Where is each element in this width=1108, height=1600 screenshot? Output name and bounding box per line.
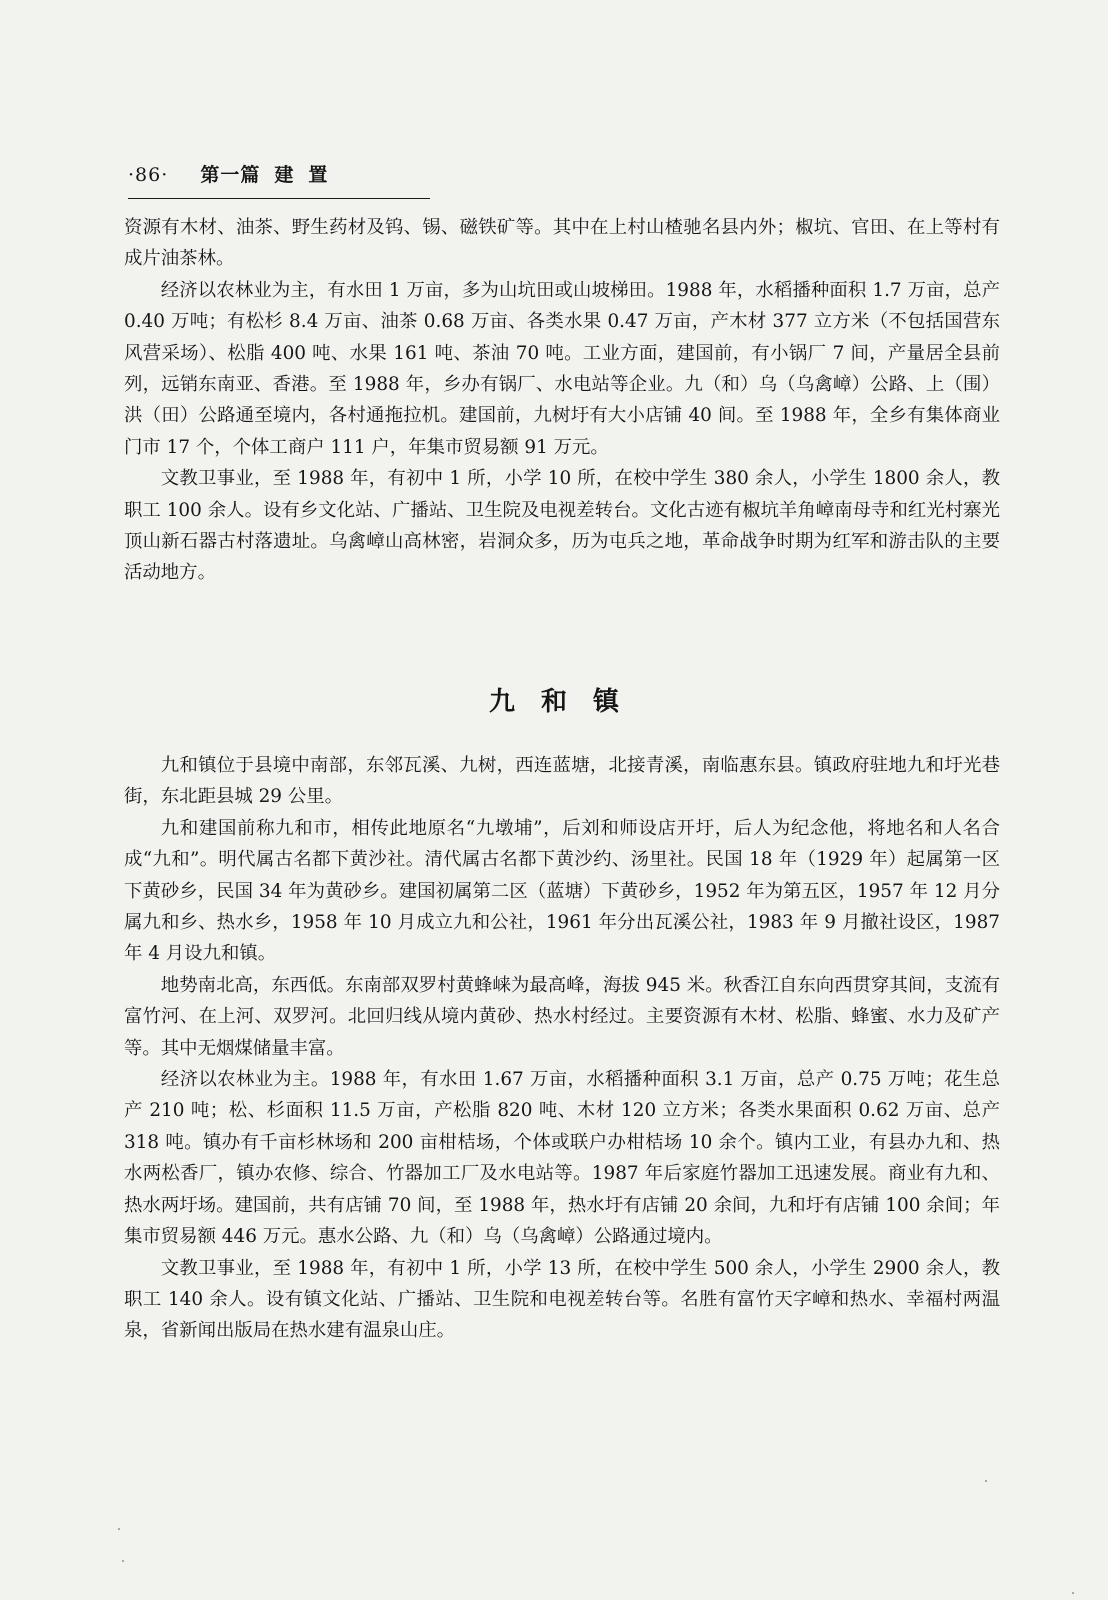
scan-speck [985, 1480, 987, 1482]
paragraph: 经济以农林业为主。1988 年，有水田 1.67 万亩，水稻播种面积 3.1 万亩，总产 0.75 万吨；花生总产 210 吨；松、杉面积 11.5 万亩，产松脂 820 吨、木材 120 立方米；各类水果面积 0.62 万亩、总产 318 吨。镇办有千亩杉林场和 200 亩柑桔场，个体或联户办柑桔场 10 余个。镇内工业，有县办九和、热水两松香厂，镇办农修、综合、竹器加工厂及水电站等。1987 年后家庭竹器加工迅速发展。商业有九和、热水两圩场。建国前，共有店铺 70 间，至 1988 年，热水圩有店铺 20 余间，九和圩有店铺 100 余间；年集市贸易额 446 万元。惠水公路、九（和）乌（乌禽嶂）公路通过境内。 [124, 1069, 1000, 1248]
paragraph: 九和镇位于县境中南部，东邻瓦溪、九树，西连蓝塘，北接青溪，南临惠东县。镇政府驻地九和圩光巷街，东北距县城 29 公里。 [124, 755, 1000, 808]
paragraph: 资源有木材、油茶、野生药材及钨、锡、磁铁矿等。其中在上村山楂驰名县内外；椒坑、官田、在上等村有成片油茶林。 [124, 217, 1000, 270]
scan-speck [1072, 1592, 1074, 1594]
section-body-text [124, 750, 1000, 1347]
section-title: 九和镇 [488, 687, 645, 717]
paragraph: 经济以农林业为主，有水田 1 万亩，多为山坑田或山坡梯田。1988 年，水稻播种面积 1.7 万亩，总产 0.40 万吨；有松杉 8.4 万亩、油茶 0.68 万亩、各类水果 0.47 万亩，产木材 377 立方米（不包括国营东风营采场）、松脂 400 吨、水果 161 吨、茶油 70 吨。工业方面，建国前，有小锅厂 7 间，产量居全县前列，远销东南亚、香港。至 1988 年，乡办有锅厂、水电站等企业。九（和）乌（乌禽嶂）公路、上（围）洪（田）公路通至境内，各村通拖拉机。建国前，九树圩有大小店铺 40 间。至 1988 年，全乡有集体商业门市 17 个，个体工商户 111 户，年集市贸易额 91 万元。 [124, 279, 1000, 458]
part-title-word: 第一篇 [200, 164, 261, 186]
part-title-char: 置 [308, 164, 329, 186]
running-header [128, 158, 430, 199]
page-number: ·86· [128, 164, 169, 186]
scan-speck [118, 1528, 120, 1530]
scan-speck [122, 1560, 124, 1562]
continued-section-text [124, 212, 1000, 589]
paragraph: 九和建国前称九和市，相传此地原名“九墩埔”，后刘和师设店开圩，后人为纪念他，将地名和人名合成“九和”。明代属古名都下黄沙社。清代属古名都下黄沙约、汤里社。民国 18 年（1929 年）起属第一区下黄砂乡，民国 34 年为黄砂乡。建国初属第二区（蓝塘）下黄砂乡，1952 年为第五区，1957 年 12 月分属九和乡、热水乡，1958 年 10 月成立九和公社，1961 年分出瓦溪公社，1983 年 9 月撤社设区，1987 年 4 月设九和镇。 [124, 817, 1000, 965]
part-title [200, 158, 328, 192]
paragraph: 文教卫事业，至 1988 年，有初中 1 所，小学 10 所，在校中学生 380 余人，小学生 1800 余人，教职工 100 余人。设有乡文化站、广播站、卫生院及电视差转台。文化古迹有椒坑羊角嶂南母寺和红光村寨光顶山新石器古村落遗址。乌禽嶂山高林密，岩洞众多，历为屯兵之地，革命战争时期为红军和游击队的主要活动地方。 [124, 468, 1000, 584]
paragraph: 文教卫事业，至 1988 年，有初中 1 所，小学 13 所，在校中学生 500 余人，小学生 2900 余人，教职工 140 余人。设有镇文化站、广播站、卫生院和电视差转台等。名胜有富竹天字嶂和热水、幸福村两温泉，省新闻出版局在热水建有温泉山庄。 [124, 1257, 1000, 1342]
paragraph: 地势南北高，东西低。东南部双罗村黄蜂崃为最高峰，海拔 945 米。秋香江自东向西贯穿其间，支流有富竹河、在上河、双罗河。北回归线从境内黄砂、热水村经过。主要资源有木材、松脂、蜂蜜、水力及矿产等。其中无烟煤储量丰富。 [124, 974, 1000, 1059]
part-title-char: 建 [274, 164, 295, 186]
